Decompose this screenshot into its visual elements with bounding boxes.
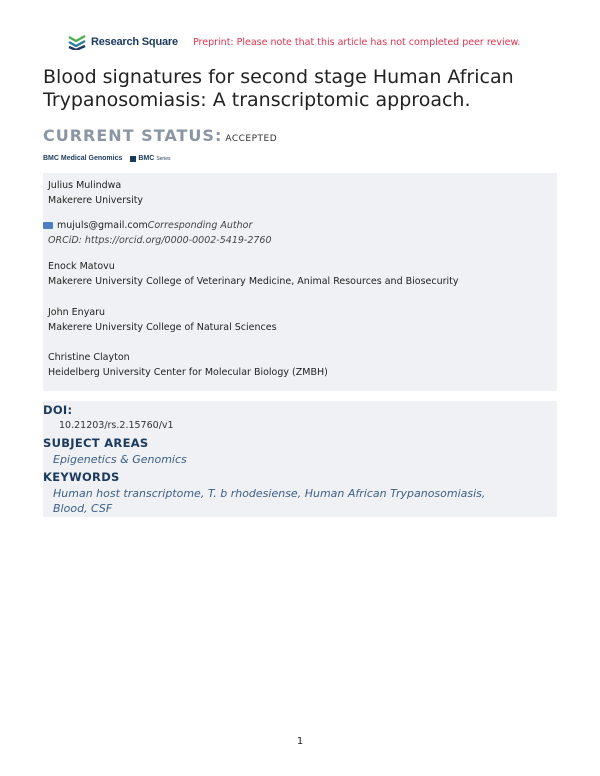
bmc-series-logo bbox=[130, 155, 170, 162]
author-list bbox=[43, 173, 557, 391]
author-entry bbox=[48, 350, 328, 380]
author-entry bbox=[48, 259, 459, 289]
author-orcid[interactable]: ORCiD: https://orcid.org/0000-0002-5419-2760 bbox=[48, 235, 272, 246]
preprint-notice: Preprint: Please note that this article has not completed peer review. bbox=[193, 37, 521, 48]
article-title: Blood signatures for second stage Human African Trypanosomiasis: A transcriptomic approach. bbox=[43, 66, 514, 111]
author-affiliation: Heidelberg University Center for Molecular Biology (ZMBH) bbox=[48, 367, 328, 378]
status-label: CURRENT STATUS: bbox=[43, 126, 223, 145]
subject-area-value[interactable]: Epigenetics & Genomics bbox=[53, 453, 187, 466]
status-value: ACCEPTED bbox=[225, 134, 278, 144]
bmc-square-icon bbox=[130, 156, 136, 162]
author-name: Enock Matovu bbox=[48, 261, 115, 272]
author-affiliation: Makerere University College of Natural Sciences bbox=[48, 322, 277, 333]
author-name: Julius Mulindwa bbox=[48, 180, 122, 191]
page-header bbox=[0, 34, 600, 54]
author-affiliation: Makerere University College of Veterinary Medicine, Animal Resources and Biosecurity bbox=[48, 276, 459, 287]
keywords-line-1: Human host transcriptome, T. b rhodesiense, Human African Trypanosomiasis, bbox=[53, 487, 486, 500]
research-square-logo[interactable] bbox=[67, 34, 178, 50]
author-email[interactable]: mujuls@gmail.com bbox=[57, 220, 148, 231]
journal-name: BMC Medical Genomics bbox=[43, 155, 123, 162]
bmc-brand: BMC bbox=[138, 155, 155, 162]
journal-logo bbox=[43, 155, 171, 162]
author-email-row bbox=[43, 218, 252, 233]
doi-value[interactable]: 10.21203/rs.2.15760/v1 bbox=[59, 420, 174, 431]
author-affiliation: Makerere University bbox=[48, 195, 144, 206]
author-entry bbox=[48, 178, 557, 248]
doi-label: DOI: bbox=[43, 403, 73, 417]
current-status bbox=[43, 126, 277, 145]
author-entry bbox=[48, 305, 277, 335]
article-metadata bbox=[43, 401, 557, 517]
keywords-line-2: Blood, CSF bbox=[53, 502, 113, 515]
logo-text: Research Square bbox=[91, 36, 178, 48]
bmc-series-text: Series bbox=[156, 155, 171, 162]
keywords-label: KEYWORDS bbox=[43, 470, 120, 484]
corresponding-author-label: Corresponding Author bbox=[147, 220, 253, 231]
subject-areas-label: SUBJECT AREAS bbox=[43, 436, 149, 450]
page-number: 1 bbox=[296, 736, 304, 747]
research-square-logo-icon bbox=[67, 34, 87, 50]
mail-icon bbox=[43, 222, 53, 229]
author-name: John Enyaru bbox=[48, 307, 106, 318]
author-name: Christine Clayton bbox=[48, 352, 130, 363]
